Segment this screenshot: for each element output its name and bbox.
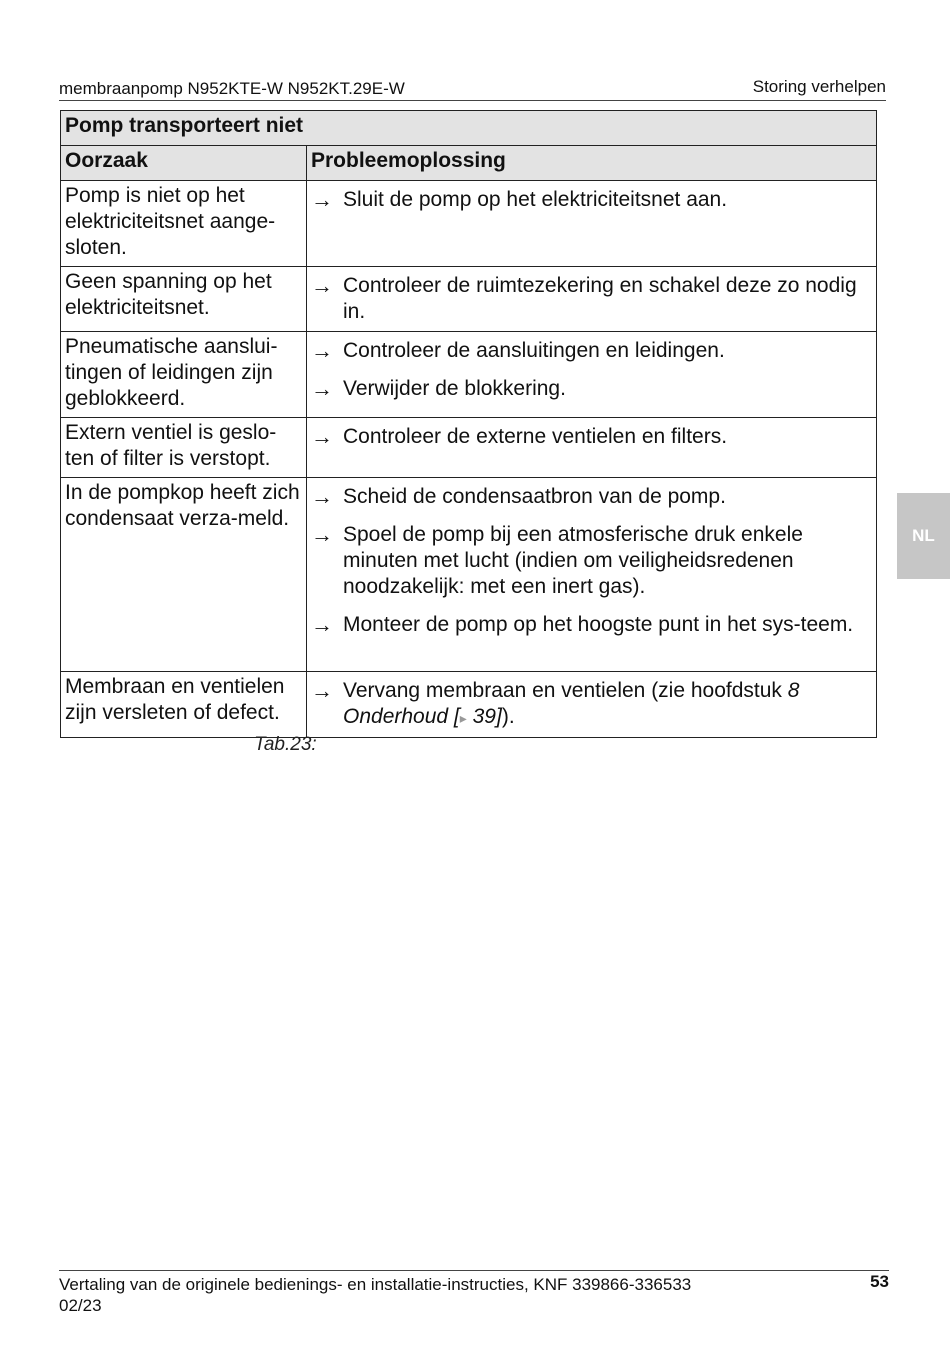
solution-cell <box>307 332 877 418</box>
solution-cell <box>307 418 877 478</box>
solution-step: → Vervang membraan en ventielen (zie hoofdstuk 8 Onderhoud [▸ 39]). <box>311 678 800 728</box>
solution-cell <box>307 267 877 332</box>
solution-step: → Monteer de pomp op het hoogste punt in het sys-teem. <box>311 612 854 637</box>
language-tab: NL <box>897 493 950 579</box>
cause-cell: Extern ventiel is geslo-ten of filter is verstopt. <box>61 418 307 478</box>
table-title: Pomp transporteert niet <box>61 111 877 146</box>
running-header-right: Storing verhelpen <box>752 77 886 96</box>
table-row <box>61 332 877 418</box>
table-caption: Tab.23: <box>254 734 317 755</box>
cause-cell: In de pompkop heeft zich condensaat verza-meld. <box>61 478 307 672</box>
arrow-right-icon: → <box>311 612 333 637</box>
table-row <box>61 267 877 332</box>
table-row <box>61 181 877 267</box>
solution-step: → Controleer de aansluitingen en leidingen. <box>311 338 725 363</box>
arrow-right-icon: → <box>311 187 333 212</box>
table-row <box>61 418 877 478</box>
solution-step: → Controleer de externe ventielen en filters. <box>311 424 728 449</box>
footer-rule <box>59 1270 889 1271</box>
solution-step: → Sluit de pomp op het elektriciteitsnet aan. <box>311 187 728 212</box>
footer-text: Vertaling van de originele bedienings- en installatie-instructies, KNF 339866-336533 02/23 <box>59 1275 692 1315</box>
solution-cell <box>307 478 877 672</box>
solution-step: → Controleer de ruimtezekering en schakel deze zo nodig in. <box>311 273 857 323</box>
cause-cell: Pomp is niet op het elektriciteitsnet aange-sloten. <box>61 181 307 267</box>
arrow-right-icon: → <box>311 522 333 547</box>
column-header-solution: Probleemoplossing <box>307 146 877 181</box>
page-reference-icon: ▸ <box>459 710 467 726</box>
solution-step: → Spoel de pomp bij een atmosferische druk enkele minuten met lucht (indien om veiligheidsredenen noodzakelijk: met een inert gas). <box>311 522 803 598</box>
table-row <box>61 478 877 672</box>
arrow-right-icon: → <box>311 678 333 703</box>
solution-cell <box>307 672 877 738</box>
solution-cell <box>307 181 877 267</box>
troubleshooting-table <box>60 110 877 738</box>
running-header-left: membraanpomp N952KTE-W N952KT.29E-W <box>59 79 405 98</box>
solution-step: → Verwijder de blokkering. <box>311 376 566 401</box>
arrow-right-icon: → <box>311 273 333 298</box>
cause-cell: Geen spanning op het elektriciteitsnet. <box>61 267 307 332</box>
chapter-reference-link[interactable]: 8 Onderhoud [▸ 39] <box>343 679 800 728</box>
arrow-right-icon: → <box>311 424 333 449</box>
cause-cell: Membraan en ventielen zijn versleten of defect. <box>61 672 307 738</box>
arrow-right-icon: → <box>311 376 333 401</box>
column-header-cause: Oorzaak <box>61 146 307 181</box>
header-rule <box>59 100 886 101</box>
solution-step: → Scheid de condensaatbron van de pomp. <box>311 484 726 509</box>
arrow-right-icon: → <box>311 484 333 509</box>
arrow-right-icon: → <box>311 338 333 363</box>
page-number: 53 <box>870 1272 889 1291</box>
table-row <box>61 672 877 738</box>
cause-cell: Pneumatische aanslui-tingen of leidingen zijn geblokkeerd. <box>61 332 307 418</box>
